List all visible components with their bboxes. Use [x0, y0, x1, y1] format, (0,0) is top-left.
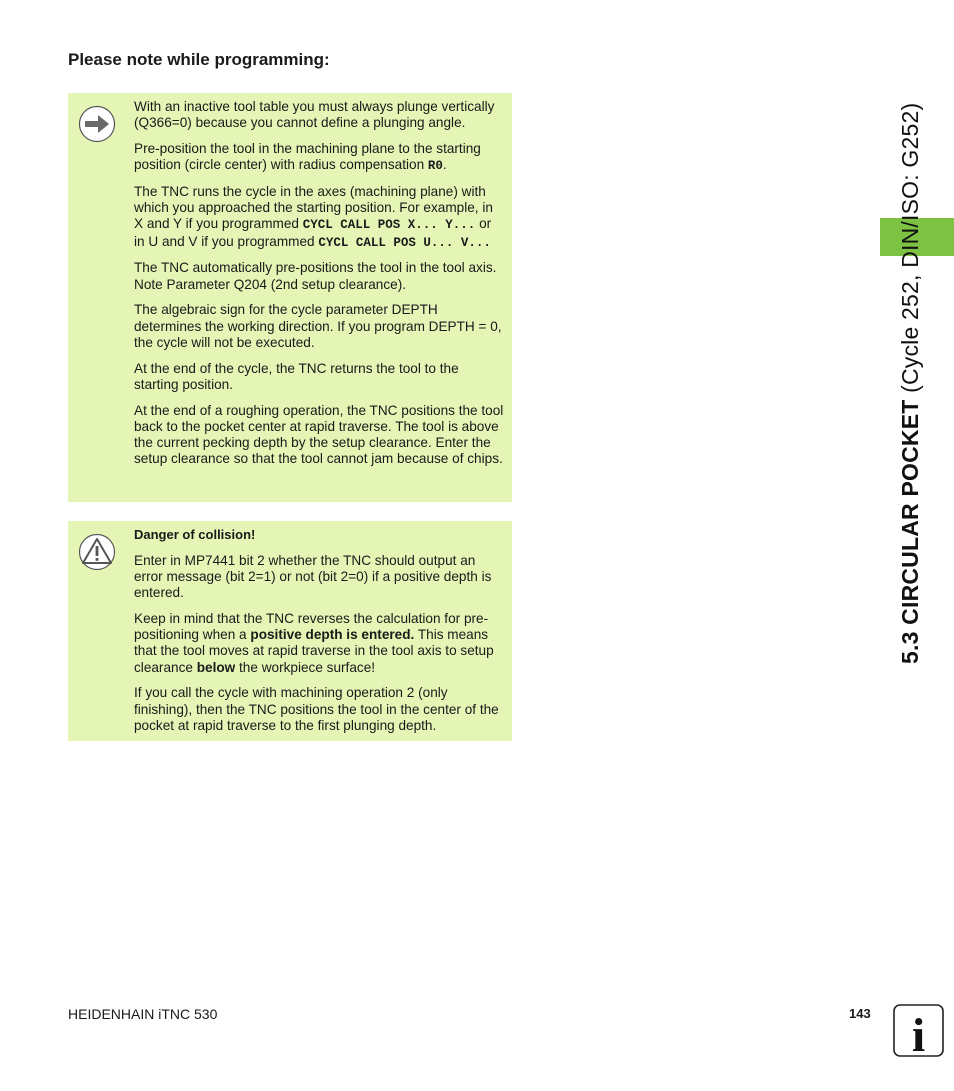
note-paragraph: The algebraic sign for the cycle parameter DEPTH determines the working direction. If you program DEPTH = 0, the cycle will not be executed. [134, 302, 502, 350]
warning-text [134, 527, 504, 744]
section-heading: Please note while programming: [68, 50, 330, 69]
warning-paragraph: Keep in mind that the TNC reverses the calculation for pre-positioning when a positive depth is entered. This means that the tool moves at rapid traverse in the tool axis to setup clearance below the workpiece surface! [134, 611, 494, 675]
warning-paragraph: Enter in MP7441 bit 2 whether the TNC should output an error message (bit 2=1) or not (bit 2=0) if a positive depth is entered. [134, 552, 492, 601]
warning-title: Danger of collision! [134, 527, 256, 542]
chapter-title: 5.3 CIRCULAR POCKET (Cycle 252, DIN/ISO: G252) [897, 102, 923, 664]
arrow-right-icon [78, 105, 116, 143]
info-letter: i [911, 1009, 926, 1057]
note-paragraph: At the end of a roughing operation, the TNC positions the tool back to the pocket center at rapid traverse. The tool is above the current pecking depth by the setup clearance. Enter the setup clearance so that the tool cannot jam because of chips. [134, 402, 504, 467]
info-icon [893, 1004, 944, 1057]
code-r0: R0 [427, 159, 443, 174]
note-paragraph: The TNC automatically pre-positions the tool in the tool axis. Note Parameter Q204 (2nd setup clearance). [134, 260, 497, 292]
code-cycl-call-xy: CYCL CALL POS X... Y... [302, 218, 476, 233]
page-number: 143 [849, 1006, 871, 1021]
warning-paragraph: If you call the cycle with machining operation 2 (only finishing), then the TNC positions the tool in the center of the pocket at rapid traverse to the first plunging depth. [134, 685, 499, 733]
code-cycl-call-uv: CYCL CALL POS U... V... [318, 235, 491, 250]
note-paragraph: Pre-position the tool in the machining plane to the starting position (circle center) with radius compensation R0. [134, 141, 481, 174]
footer-product: HEIDENHAIN iTNC 530 [68, 1006, 218, 1022]
note-paragraph: The TNC runs the cycle in the axes (machining plane) with which you approached the starting position. For example, in X and Y if you programmed CYCL CALL POS X... Y... or in U and V if you programmed CYCL CALL POS U... V... [134, 184, 493, 250]
warning-box [68, 521, 512, 741]
note-box [68, 93, 512, 502]
note-paragraph: At the end of the cycle, the TNC returns the tool to the starting position. [134, 360, 459, 392]
note-paragraph: With an inactive tool table you must always plunge vertically (Q366=0) because you cannot define a plunging angle. [134, 99, 495, 131]
warning-triangle-icon [78, 533, 116, 571]
note-text [134, 99, 504, 477]
